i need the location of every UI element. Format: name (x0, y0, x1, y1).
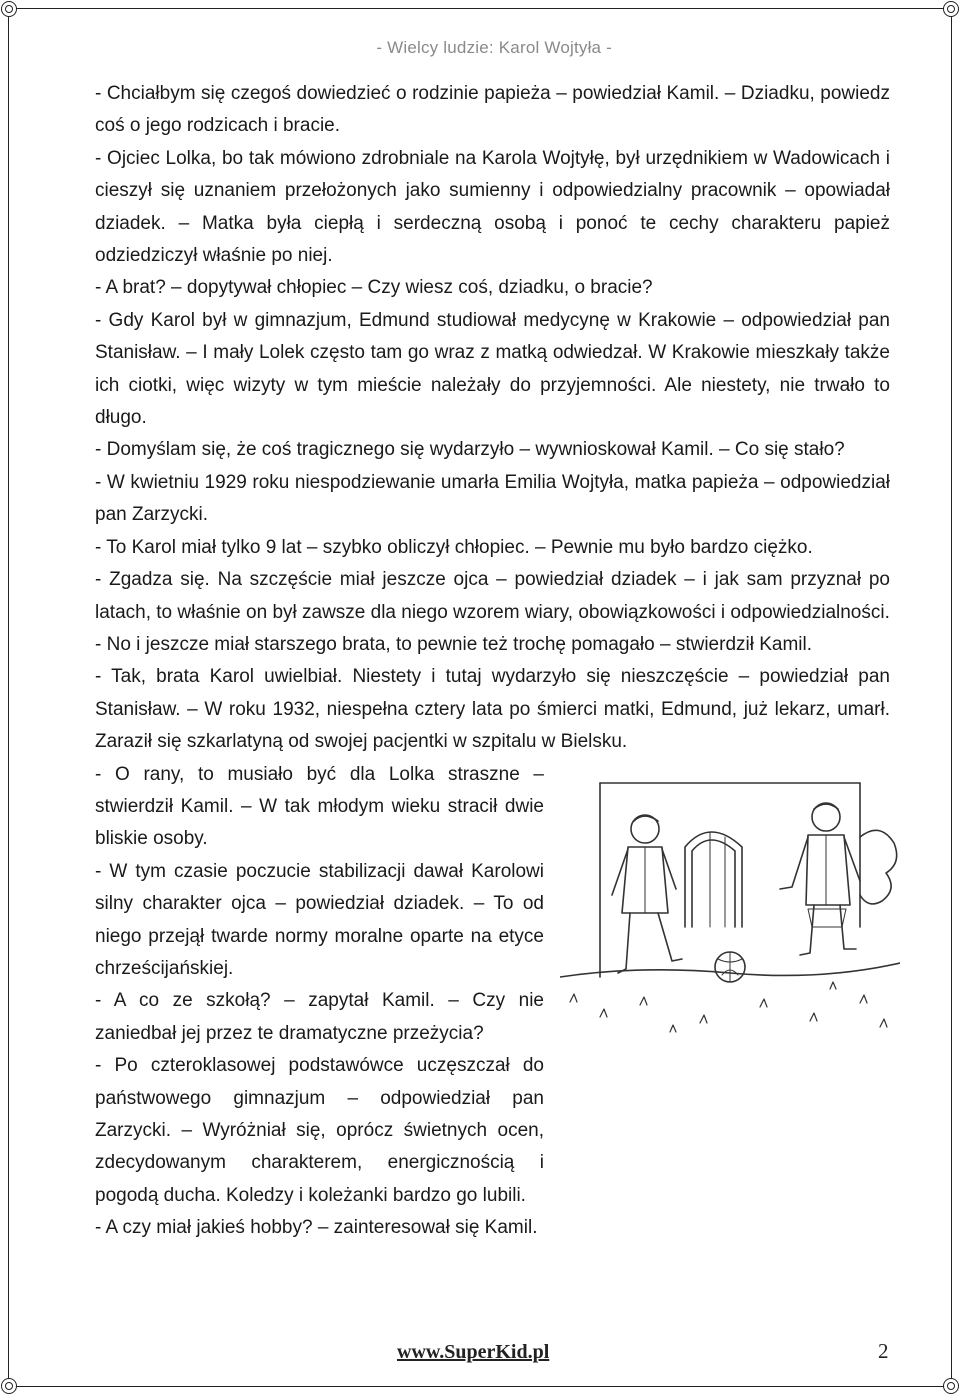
paragraph: - A czy miał jakieś hobby? – zainteresował się Kamil. (95, 1217, 538, 1239)
illustration-boys-playing-ball (560, 765, 900, 1177)
paragraph: - Ojciec Lolka, bo tak mówiono zdrobniale na Karola Wojtyłę, był urzędnikiem w Wadowicach i cieszył się uznaniem przełożonych jako sumienny i odpowiedzialny pracownik – opowiadał dziadek. – Matka była ciepłą i serdeczną osobą i ponoć te cechy charakteru papież odziedziczył właśnie po niej. (95, 147, 890, 267)
boys-playing-ball-drawing (560, 777, 900, 1037)
corner-ornament-icon (1, 1, 17, 17)
page-border-right (951, 8, 952, 1387)
paragraph: - Zgadza się. Na szczęście miał jeszcze ojca – powiedział dziadek – i jak sam przyznał po latach, to właśnie on był zawsze dla niego wzorem wiary, obowiązkowości i odpowiedzialności. (95, 569, 890, 623)
corner-ornament-icon (943, 1378, 959, 1394)
paragraph: - W tym czasie poczucie stabilizacji dawał Karolowi silny charakter ojca – powiedział dziadek. – To od niego przejął twarde normy moralne oparte na etyce chrześcijańskiej. (95, 860, 544, 979)
paragraph: - A co ze szkołą? – zapytał Kamil. – Czy nie zaniedbał jej przez te dramatyczne przeżycia? (95, 990, 544, 1044)
paragraph: - Tak, brata Karol uwielbiał. Niestety i tutaj wydarzyło się nieszczęście – powiedział pan Stanisław. – W roku 1932, niespełna cztery lata po śmierci matki, Edmund, już lekarz, umarł. Zaraził się szkarlatyną od swojej pacjentki w szpitalu w Bielsku. (95, 666, 890, 753)
paragraph: - Domyślam się, że coś tragicznego się wydarzyło – wywnioskował Kamil. – Co się stało? (95, 439, 845, 461)
paragraph: - Po czteroklasowej podstawówce uczęszczał do państwowego gimnazjum – odpowiedział pan Zarzycki. – Wyróżniał się, oprócz świetnych ocen, zdecydowanym charakterem, energicznością i pogodą ducha. Koledzy i koleżanki bardzo go lubili. (95, 1055, 544, 1206)
page-border-bottom (8, 1386, 952, 1387)
paragraph: - W kwietniu 1929 roku niespodziewanie umarła Emilia Wojtyła, matka papieża – odpowiedział pan Zarzycki. (95, 471, 890, 526)
page-number: 2 (878, 1339, 889, 1363)
page-header-title: - Wielcy ludzie: Karol Wojtyła - (376, 38, 612, 57)
paragraph: - Gdy Karol był w gimnazjum, Edmund studiował medycynę w Krakowie – odpowiedział pan Stanisław. – I mały Lolek często tam go wraz z matką odwiedzał. W Krakowie mieszkały także ich ciotki, więc wizyty w tym mieście należały do przyjemności. Ale niestety, nie trwało to długo. (95, 309, 890, 429)
story-text (95, 78, 890, 1245)
superkid-website-link[interactable]: www.SuperKid.pl (397, 1341, 550, 1363)
page-border-left (8, 8, 9, 1387)
paragraph: - No i jeszcze miał starszego brata, to pewnie też trochę pomagało – stwierdził Kamil. (95, 633, 813, 655)
paragraph: - A brat? – dopytywał chłopiec – Czy wiesz coś, dziadku, o bracie? (95, 277, 653, 299)
paragraph: - To Karol miał tylko 9 lat – szybko obliczył chłopiec. – Pewnie mu było bardzo ciężko. (95, 536, 813, 558)
paragraph: - Chciałbym się czegoś dowiedzieć o rodzinie papieża – powiedział Kamil. – Dziadku, powiedz coś o jego rodzicach i bracie. (95, 83, 890, 137)
corner-ornament-icon (1, 1378, 17, 1394)
paragraph: - O rany, to musiało być dla Lolka straszne – stwierdził Kamil. – W tak młodym wieku stracił dwie bliskie osoby. (95, 763, 544, 850)
page-border-top (8, 8, 952, 9)
corner-ornament-icon (943, 1, 959, 17)
